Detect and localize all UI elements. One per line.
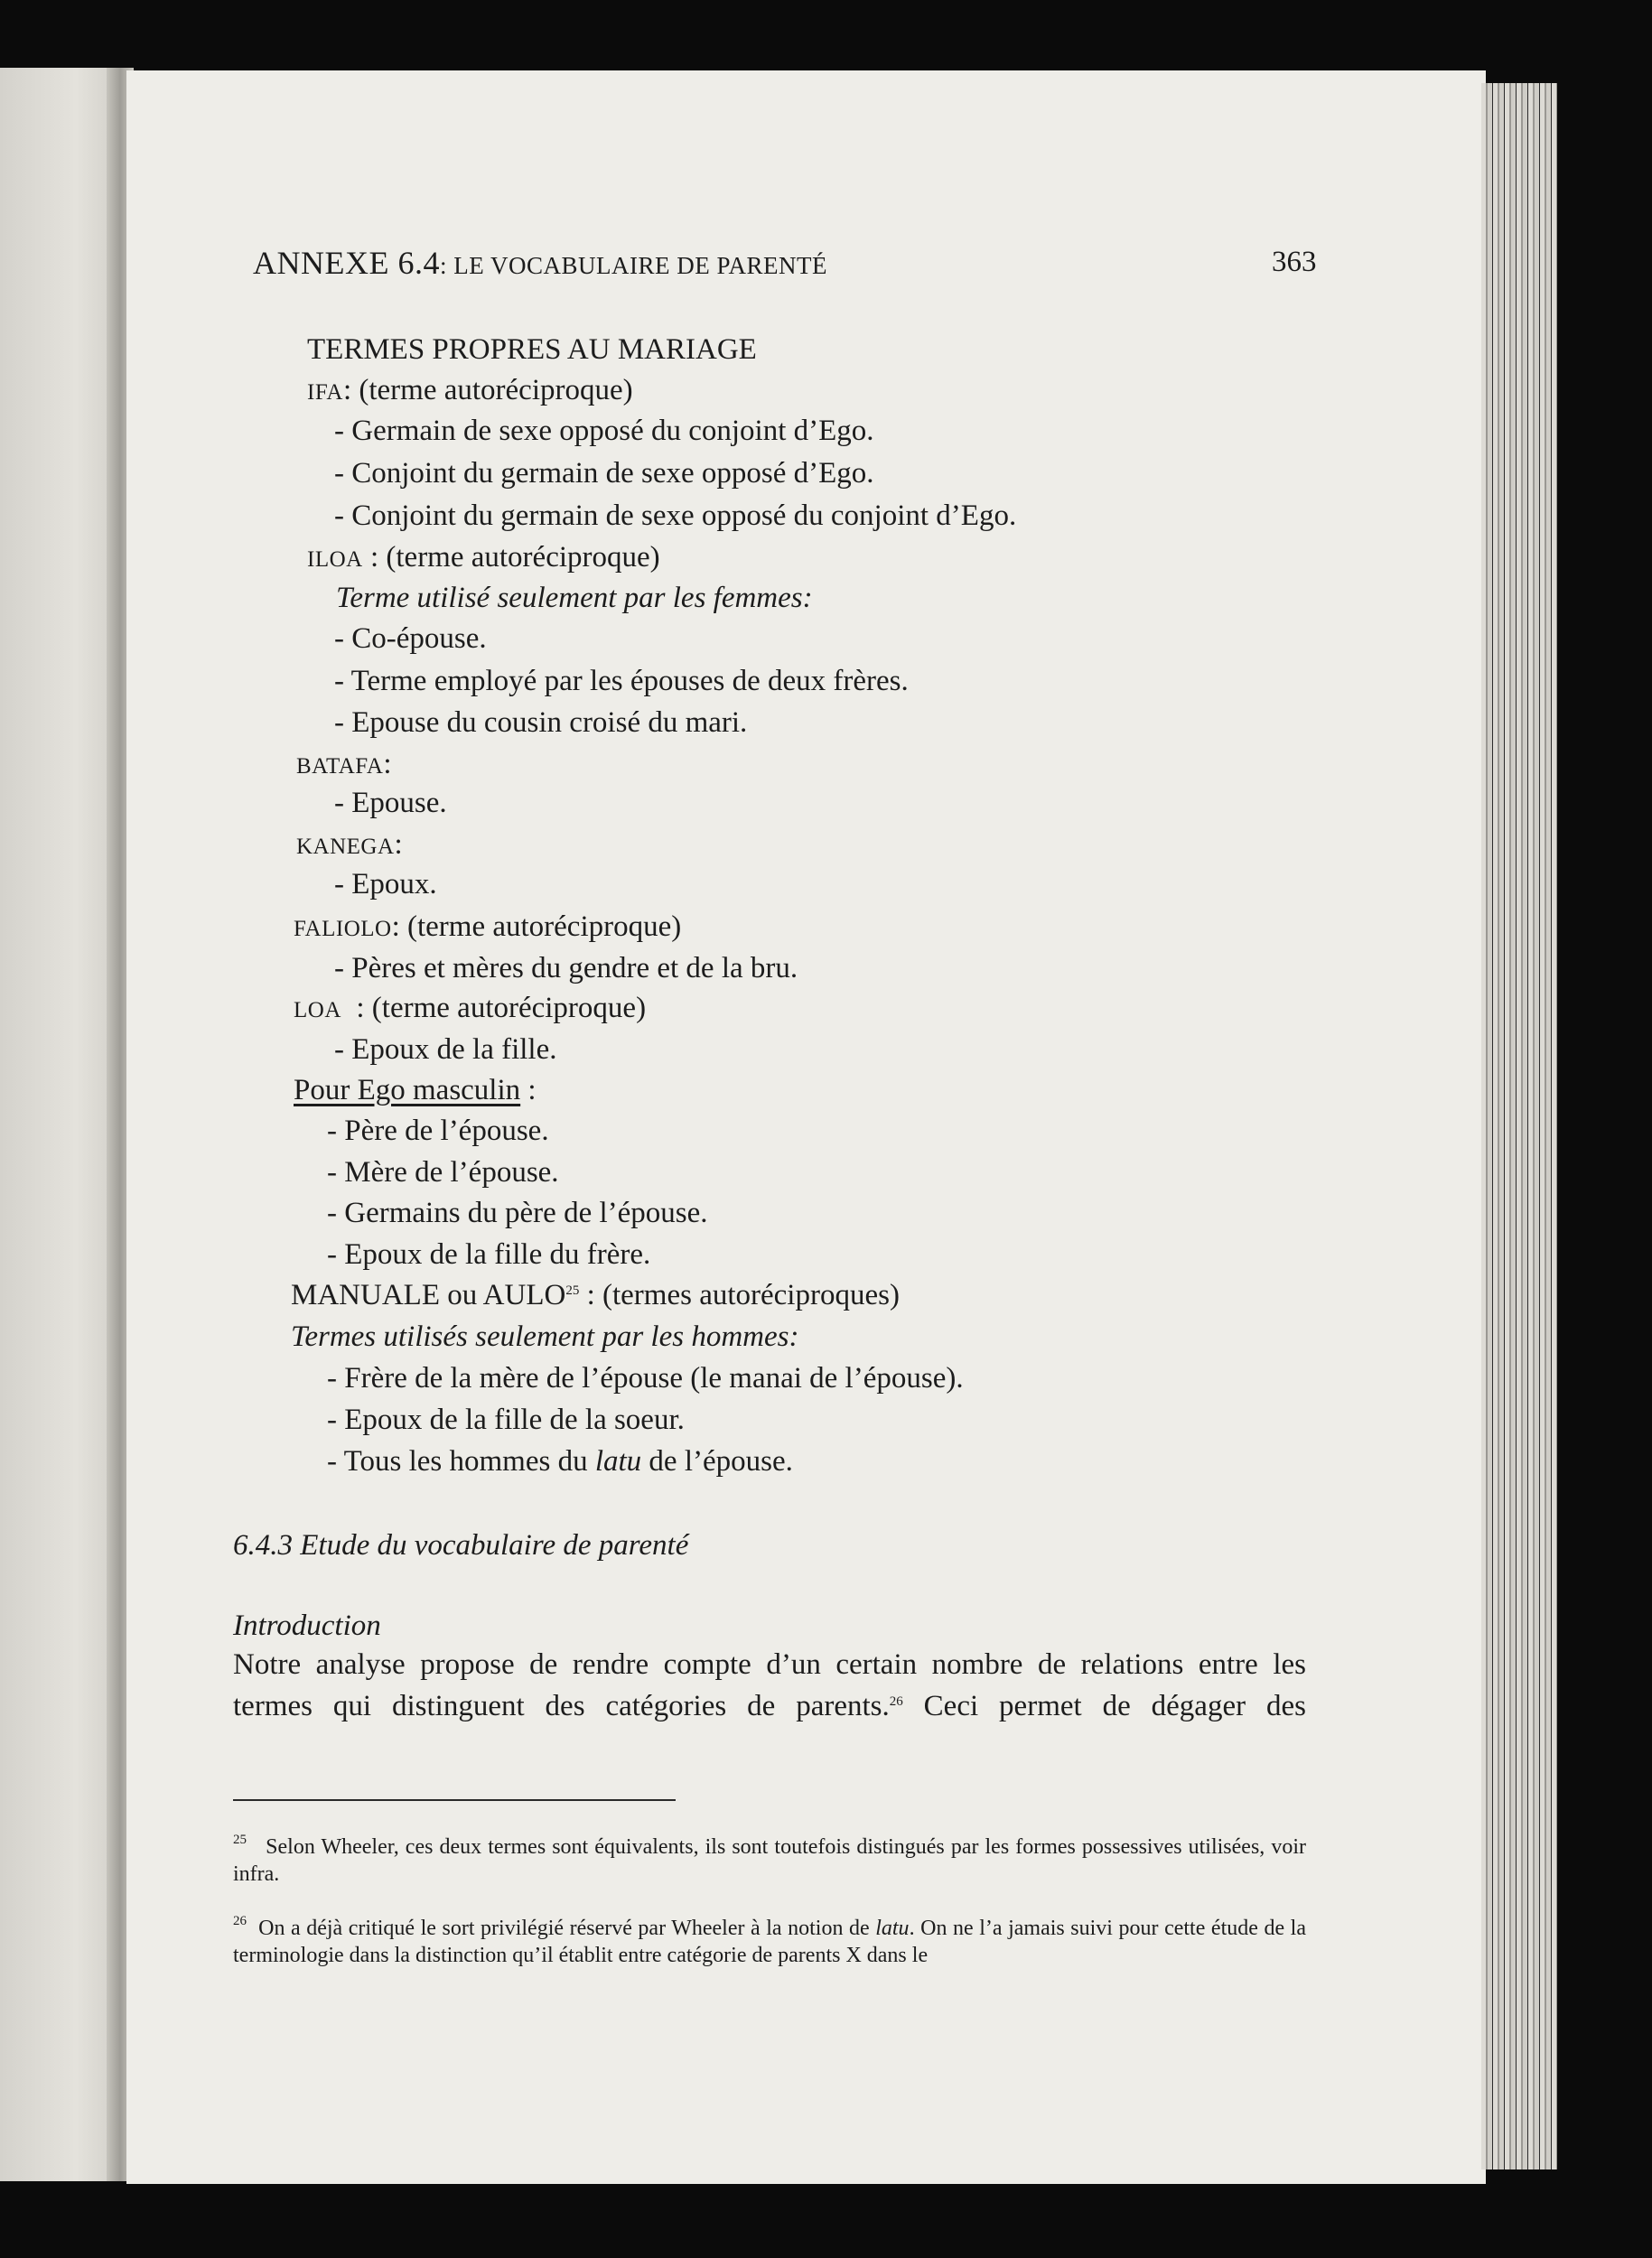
definition-item: - Epouse du cousin croisé du mari. (334, 706, 748, 739)
definition-item: - Frère de la mère de l’épouse (le manai de l’épouse). (327, 1362, 964, 1395)
page-number: 363 (1272, 246, 1317, 278)
footnote-26: $^{26}$ On a déjà critiqué le sort privilégié réservé par Wheeler à la notion de latu. On ne l’a jamais suivi pour cette étude de la terminologie dans la distinction qu’il établit entre catégorie de parents X dans le (233, 1914, 1306, 1967)
definition-item: - Pères et mères du gendre et de la bru. (334, 952, 798, 984)
definition-item: - Epoux de la fille. (334, 1033, 557, 1066)
subheading-ego-masculin: Pour Ego masculin : (294, 1074, 537, 1106)
footnote-25: $^{25}$ Selon Wheeler, ces deux termes sont équivalents, ils sont toutefois distingués par les formes possessives utilisées, voir infra. (233, 1833, 1306, 1886)
definition-item: - Mère de l’épouse. (327, 1156, 559, 1189)
definition-item: - Epoux de la fille de la soeur. (327, 1404, 685, 1436)
page-edges (1481, 83, 1557, 2169)
definition-item: - Epoux de la fille du frère. (327, 1238, 651, 1271)
term-batafa: BATAFA: (296, 748, 392, 780)
intro-paragraph-line: termes qui distinguent des catégories de parents.$^{26}$ Ceci permet de dégager des (233, 1690, 1306, 1722)
section-heading-marriage: TERMES PROPRES AU MARIAGE (307, 333, 757, 366)
subsection-title: Introduction (233, 1610, 381, 1642)
definition-item: - Epoux. (334, 868, 437, 900)
definition-item: - Co-épouse. (334, 622, 487, 655)
intro-paragraph-line: Notre analyse propose de rendre compte d’un certain nombre de relations entre les (233, 1648, 1306, 1681)
usage-note-men: Termes utilisés seulement par les hommes: (291, 1320, 799, 1353)
definition-item: - Germains du père de l’épouse. (327, 1197, 708, 1229)
running-header: ANNEXE 6.4: LE VOCABULAIRE DE PARENTÉ (253, 245, 827, 281)
definition-item: - Père de l’épouse. (327, 1115, 549, 1147)
definition-item: - Conjoint du germain de sexe opposé du conjoint d’Ego. (334, 499, 1017, 532)
definition-item: - Germain de sexe opposé du conjoint d’Ego. (334, 415, 874, 447)
definition-item: - Terme employé par les épouses de deux frères. (334, 665, 909, 697)
term-ifa: IFA: (terme autoréciproque) (307, 374, 633, 406)
term-manuale-aulo: MANUALE ou AULO$^{25}$ : (termes autoréciproques) (291, 1279, 900, 1311)
term-loa: LOA : (terme autoréciproque) (294, 992, 647, 1024)
term-iloa: ILOA : (terme autoréciproque) (307, 541, 660, 574)
footnote-rule (233, 1799, 676, 1801)
usage-note-women: Terme utilisé seulement par les femmes: (336, 582, 813, 614)
term-faliolo: FALIOLO: (terme autoréciproque) (294, 910, 682, 943)
term-kanega: KANEGA: (296, 828, 403, 861)
definition-item: - Conjoint du germain de sexe opposé d’Ego. (334, 457, 874, 490)
section-title: 6.4.3 Etude du vocabulaire de parenté (233, 1529, 689, 1562)
definition-item: - Tous les hommes du latu de l’épouse. (327, 1445, 793, 1478)
definition-item: - Epouse. (334, 787, 447, 819)
